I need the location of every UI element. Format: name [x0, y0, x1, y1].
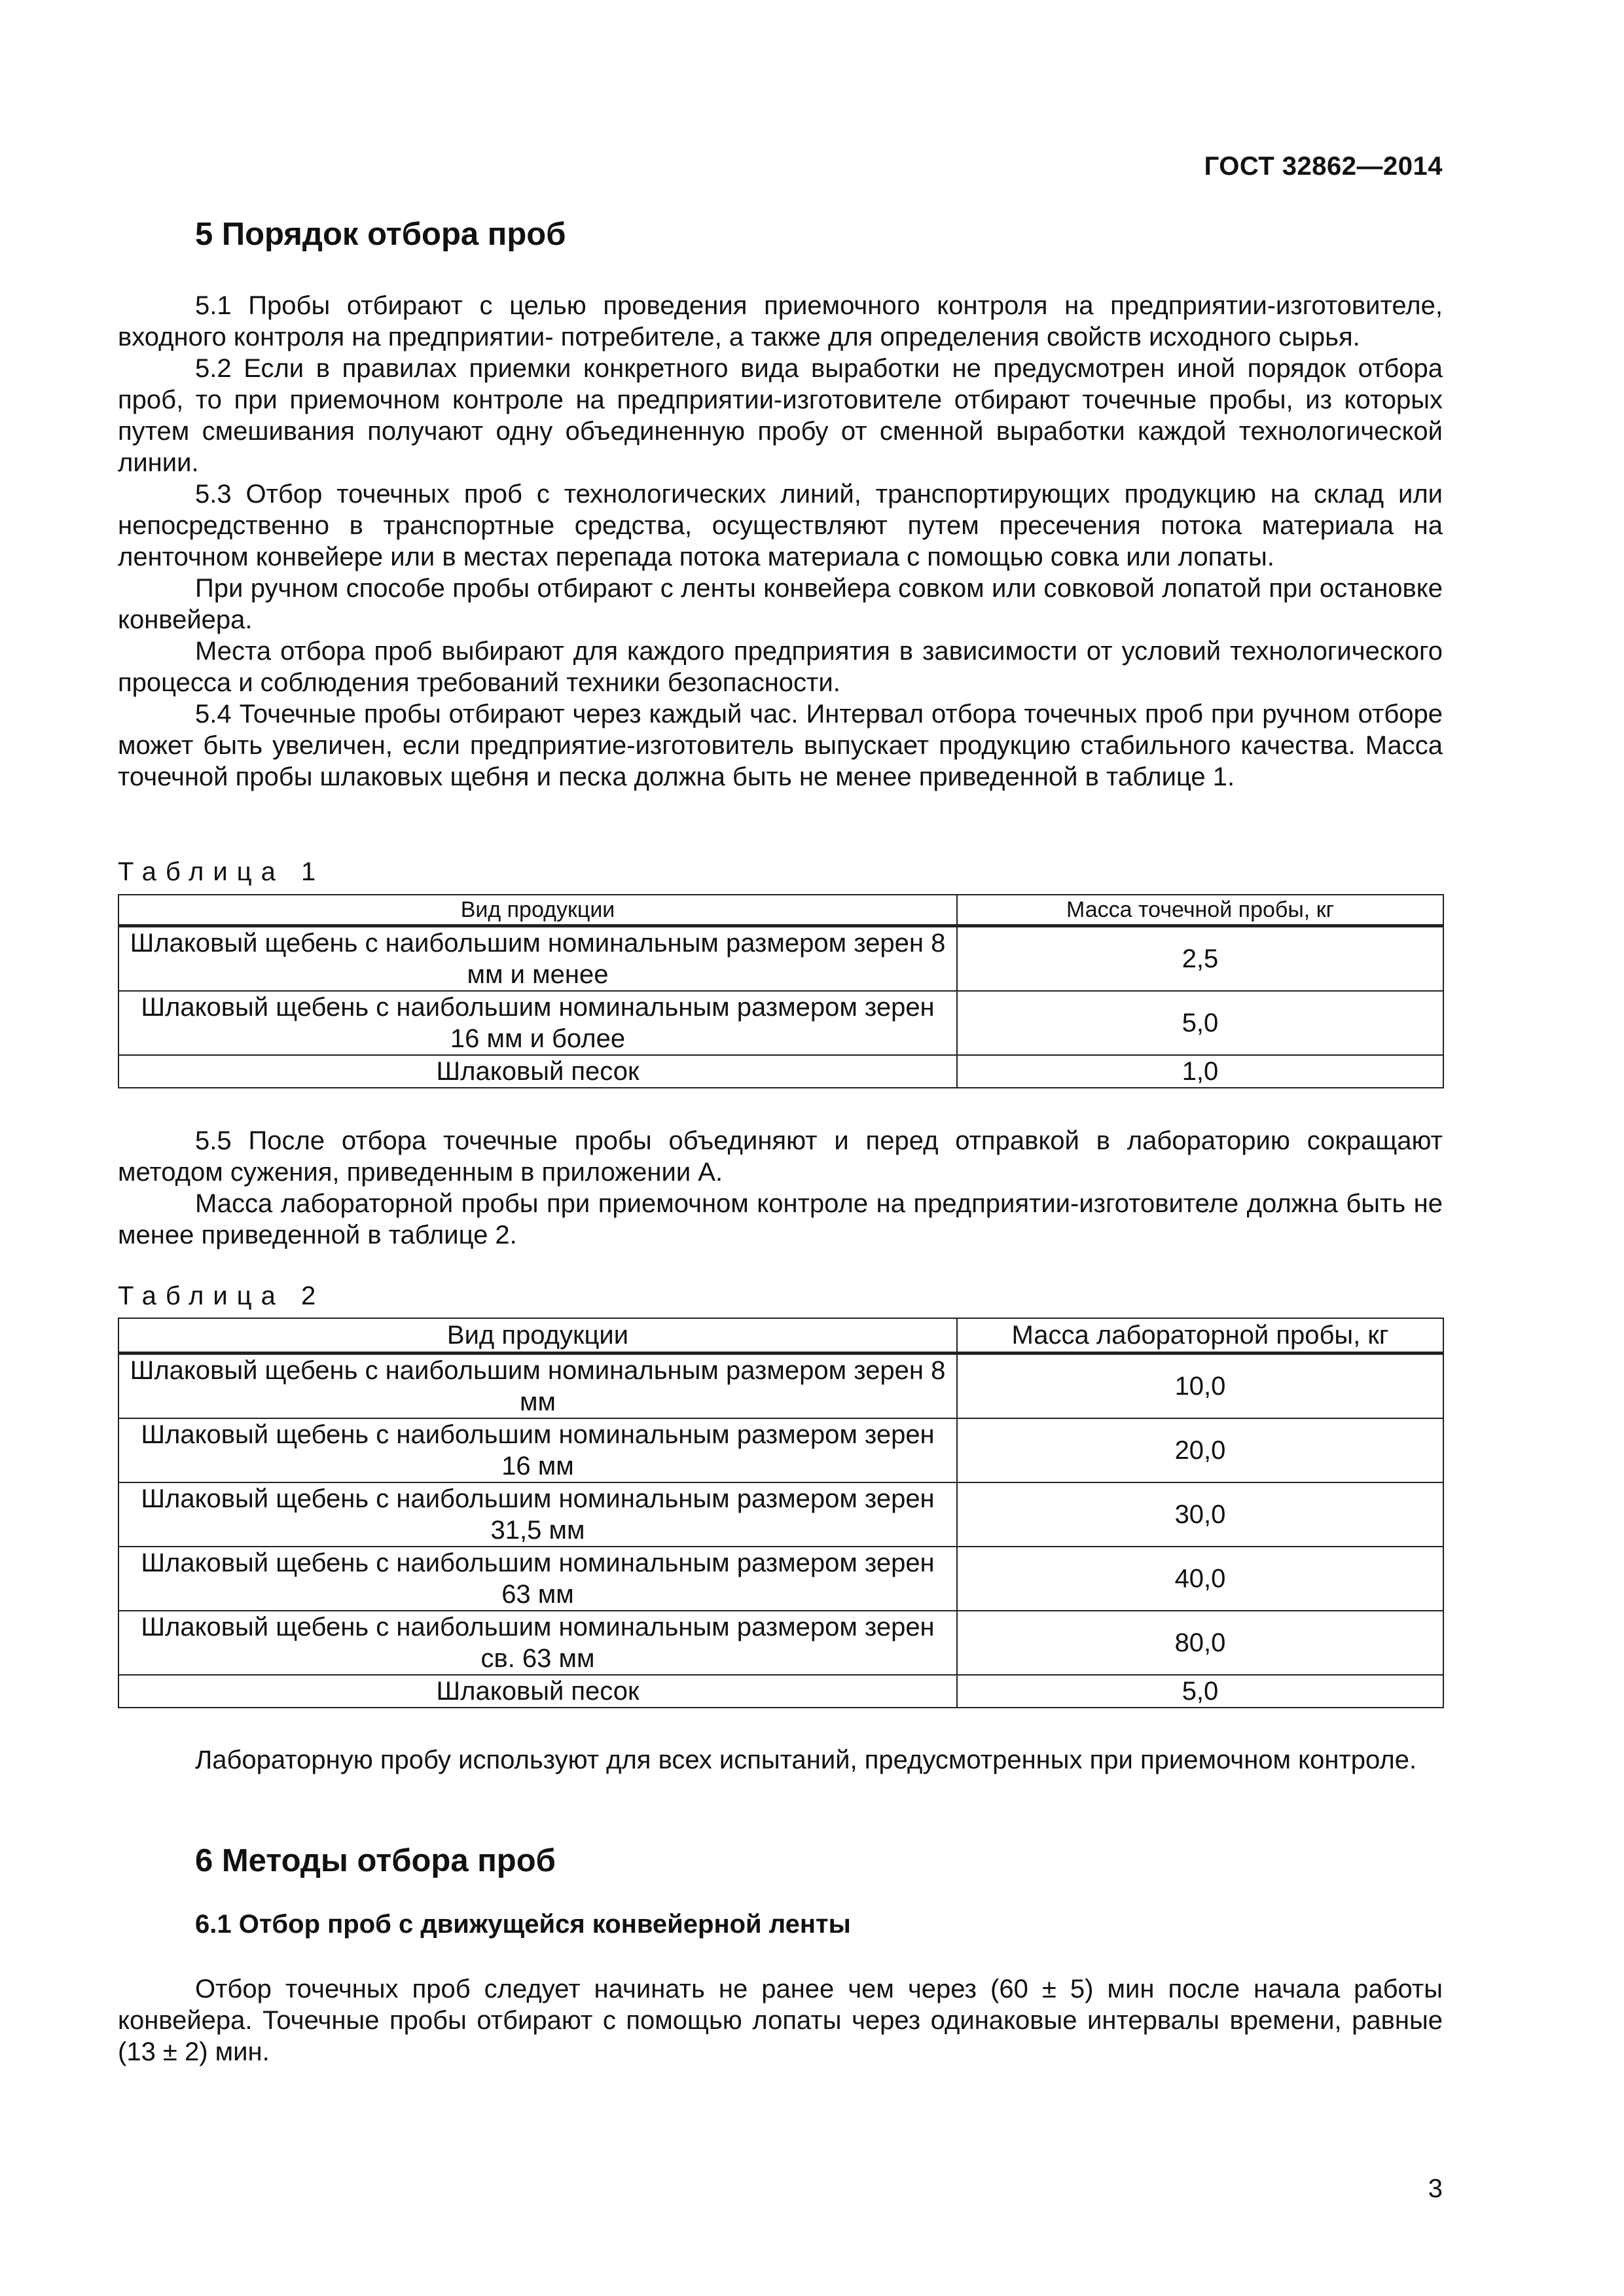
section-5-5-text: [118, 1125, 1443, 1251]
table-1-caption: Таблица 1: [118, 857, 325, 886]
table-cell-product: Шлаковый щебень с наибольшим номинальным размером зерен 16 мм и более: [118, 991, 957, 1055]
paragraph-lab-sample-mass: Масса лабораторной пробы при приемочном контроле на предприятии-изготовителе должна быть не менее приведенной в таблице 2.: [118, 1189, 1443, 1249]
paragraph-sampling-places: Места отбора проб выбирают для каждого предприятия в зависимости от условий технологического процесса и соблюдения требований техники безопасности.: [118, 637, 1443, 697]
table-cell-mass: 10,0: [957, 1354, 1443, 1419]
table-header-row: [118, 1318, 1443, 1354]
table-header-cell: Вид продукции: [118, 895, 957, 926]
table-row: [118, 1354, 1443, 1419]
table-cell-mass: 20,0: [957, 1418, 1443, 1482]
table-cell-product: Шлаковый щебень с наибольшим номинальным размером зерен св. 63 мм: [118, 1611, 957, 1675]
table-1: [118, 894, 1444, 1088]
section-5-title: 5 Порядок отбора проб: [195, 217, 566, 252]
table-row: [118, 1547, 1443, 1611]
section-5-text: [118, 290, 1443, 793]
paragraph-5-1: 5.1 Пробы отбирают с целью проведения приемочного контроля на предприятии-изготовителе, входного контроля на предприятии- потребителе, а также для определения свойств исходного сырья.: [118, 291, 1443, 351]
table-cell-product: Шлаковый щебень с наибольшим номинальным размером зерен 16 мм: [118, 1418, 957, 1482]
table-cell-mass: 2,5: [957, 926, 1443, 992]
table-cell-mass: 5,0: [957, 991, 1443, 1055]
document-page: [118, 0, 1443, 2296]
table-header-row: [118, 895, 1443, 926]
paragraph-manual-sampling: При ручном способе пробы отбирают с ленты конвейера совком или совковой лопатой при остановке конвейера.: [118, 574, 1443, 634]
page-number: 3: [1428, 2174, 1443, 2203]
table-2: [118, 1318, 1444, 1708]
table-cell-mass: 1,0: [957, 1055, 1443, 1088]
table-row: [118, 1675, 1443, 1708]
paragraph-5-2: 5.2 Если в правилах приемки конкретного вида выработки не предусмотрен иной порядок отбора проб, то при приемочном контроле на предприятии-изготовителе отбирают точечные пробы, из которых путем смешивания получают одну объединенную пробу от сменной выработки каждой технологической линии.: [118, 354, 1443, 477]
table-cell-mass: 40,0: [957, 1547, 1443, 1611]
table-cell-product: Шлаковый щебень с наибольшим номинальным размером зерен 63 мм: [118, 1547, 957, 1611]
paragraph-5-3: 5.3 Отбор точечных проб с технологических линий, транспортирующих продукцию на склад или непосредственно в транспортные средства, осуществляют путем пресечения потока материала на ленточном конвейере или в местах перепада потока материала с помощью совка или лопаты.: [118, 480, 1443, 571]
table-cell-mass: 30,0: [957, 1482, 1443, 1547]
table-cell-product: Шлаковый щебень с наибольшим номинальным размером зерен 8 мм: [118, 1354, 957, 1419]
table-cell-product: Шлаковый песок: [118, 1675, 957, 1708]
paragraph-5-4: 5.4 Точечные пробы отбирают через каждый час. Интервал отбора точечных проб при ручном отборе может быть увеличен, если предприятие-изготовитель выпускает продукцию стабильного качества. Масса точечной пробы шлаковых щебня и песка должна быть не менее приведенной в таблице 1.: [118, 700, 1443, 791]
table-header-cell: Вид продукции: [118, 1318, 957, 1354]
paragraph-6-1: Отбор точечных проб следует начинать не ранее чем через (60 ± 5) мин после начала работы конвейера. Точечные пробы отбирают с помощью лопаты через одинаковые интервалы времени, равные (13 ± 2) мин.: [118, 1975, 1443, 2066]
lab-sample-usage-text: [118, 1744, 1443, 1776]
table-cell-mass: 5,0: [957, 1675, 1443, 1708]
standard-number: ГОСТ 32862—2014: [1204, 152, 1443, 181]
table-row: [118, 991, 1443, 1055]
table-row: [118, 1611, 1443, 1675]
table-cell-mass: 80,0: [957, 1611, 1443, 1675]
table-2-caption: Таблица 2: [118, 1282, 325, 1310]
paragraph-5-5: 5.5 После отбора точечные пробы объединяют и перед отправкой в лабораторию сокращают методом сужения, приведенным в приложении А.: [118, 1126, 1443, 1187]
table-row: [118, 1482, 1443, 1547]
table-row: [118, 1055, 1443, 1088]
table-cell-product: Шлаковый песок: [118, 1055, 957, 1088]
table-cell-product: Шлаковый щебень с наибольшим номинальным размером зерен 8 мм и менее: [118, 926, 957, 992]
paragraph-lab-sample-usage: Лабораторную пробу используют для всех испытаний, предусмотренных при приемочном контроле.: [195, 1746, 1417, 1774]
subsection-6-1-title: 6.1 Отбор проб с движущейся конвейерной ленты: [195, 1910, 851, 1939]
table-cell-product: Шлаковый щебень с наибольшим номинальным размером зерен 31,5 мм: [118, 1482, 957, 1547]
section-6-1-text: [118, 1973, 1443, 2068]
table-row: [118, 1418, 1443, 1482]
table-header-cell: Масса точечной пробы, кг: [957, 895, 1443, 926]
table-row: [118, 926, 1443, 992]
table-header-cell: Масса лабораторной пробы, кг: [957, 1318, 1443, 1354]
section-6-title: 6 Методы отбора проб: [195, 1843, 556, 1878]
